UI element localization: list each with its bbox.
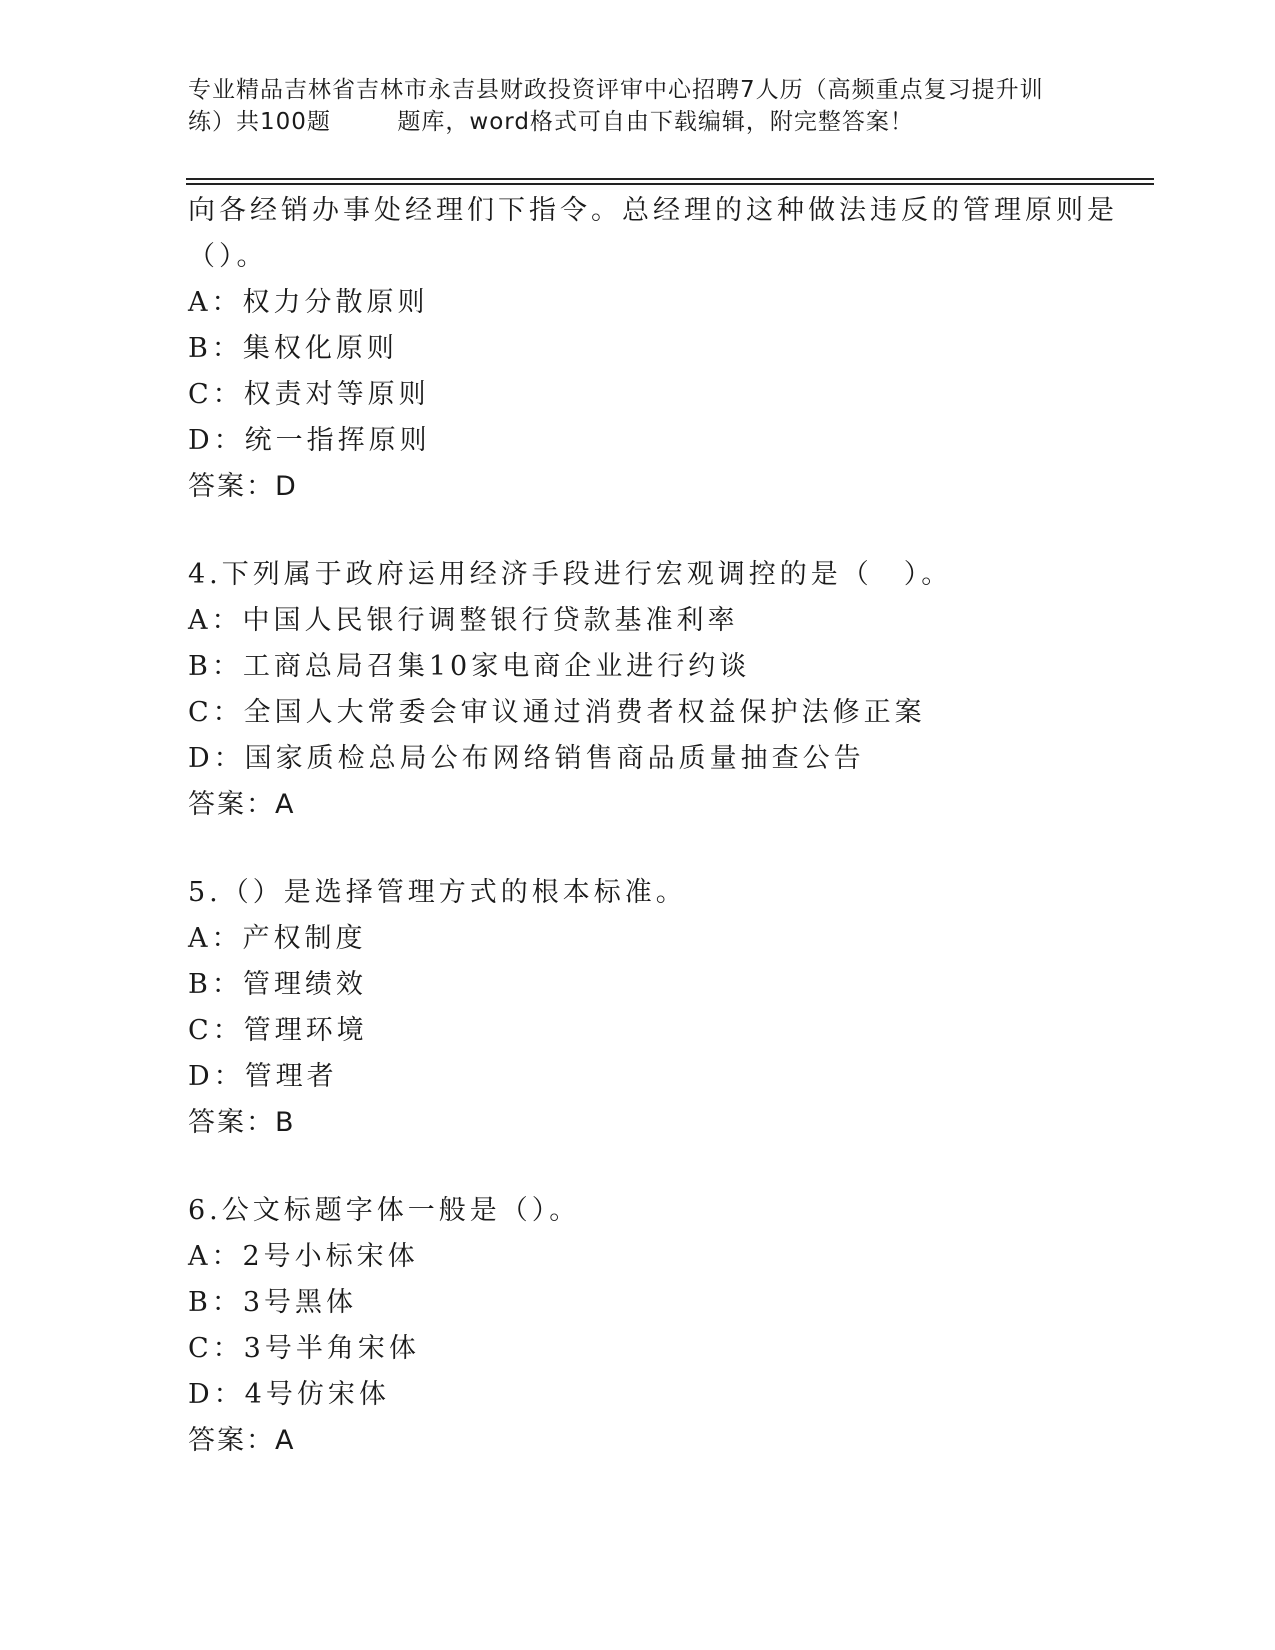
- question-stem: 6.公文标题字体一般是（）。: [188, 1195, 581, 1226]
- option-b: B：工商总局召集10家电商企业进行约谈: [188, 651, 751, 682]
- question-3: [188, 188, 1118, 510]
- option-d: D：4号仿宋体: [188, 1379, 390, 1410]
- option-d: D：国家质检总局公布网络销售商品质量抽查公告: [188, 743, 865, 774]
- question-6: [188, 1188, 1088, 1464]
- header-divider-top: [186, 178, 1154, 180]
- question-stem: 向各经销办事处经理们下指令。总经理的这种做法违反的管理原则是: [188, 195, 1118, 226]
- header-divider-bottom: [186, 183, 1154, 185]
- document-header: [188, 74, 1088, 138]
- question-4: [188, 552, 1088, 828]
- option-d: D：统一指挥原则: [188, 425, 431, 456]
- answer: 答案：A: [188, 1425, 296, 1456]
- option-a: A：2号小标宋体: [188, 1241, 419, 1272]
- option-d: D：管理者: [188, 1061, 338, 1092]
- option-c: C：权责对等原则: [188, 379, 430, 410]
- answer: 答案：A: [188, 789, 296, 820]
- option-b: B：管理绩效: [188, 969, 367, 1000]
- header-line-1: 专业精品吉林省吉林市永吉县财政投资评审中心招聘7人历（高频重点复习提升训: [188, 77, 1044, 103]
- option-a: A：产权制度: [188, 923, 367, 954]
- question-5: [188, 870, 1088, 1146]
- spacer: [188, 1146, 1088, 1188]
- option-b: B：集权化原则: [188, 333, 398, 364]
- question-list: [188, 188, 1118, 1464]
- option-a: A：权力分散原则: [188, 287, 429, 318]
- spacer: [188, 828, 1088, 870]
- question-stem: 5.（）是选择管理方式的根本标准。: [188, 877, 687, 908]
- answer: 答案：B: [188, 1107, 296, 1138]
- option-a: A：中国人民银行调整银行贷款基准利率: [188, 605, 739, 636]
- spacer: [188, 510, 1088, 552]
- option-c: C：管理环境: [188, 1015, 368, 1046]
- header-line-2: 练）共100题 题库，word格式可自由下载编辑，附完整答案！: [188, 109, 914, 135]
- option-c: C：全国人大常委会审议通过消费者权益保护法修正案: [188, 697, 926, 728]
- option-c: C：3号半角宋体: [188, 1333, 420, 1364]
- question-stem-continued: （）。: [188, 241, 268, 272]
- answer: 答案：D: [188, 471, 298, 502]
- question-stem: 4.下列属于政府运用经济手段进行宏观调控的是（ ）。: [188, 559, 953, 590]
- option-b: B：3号黑体: [188, 1287, 358, 1318]
